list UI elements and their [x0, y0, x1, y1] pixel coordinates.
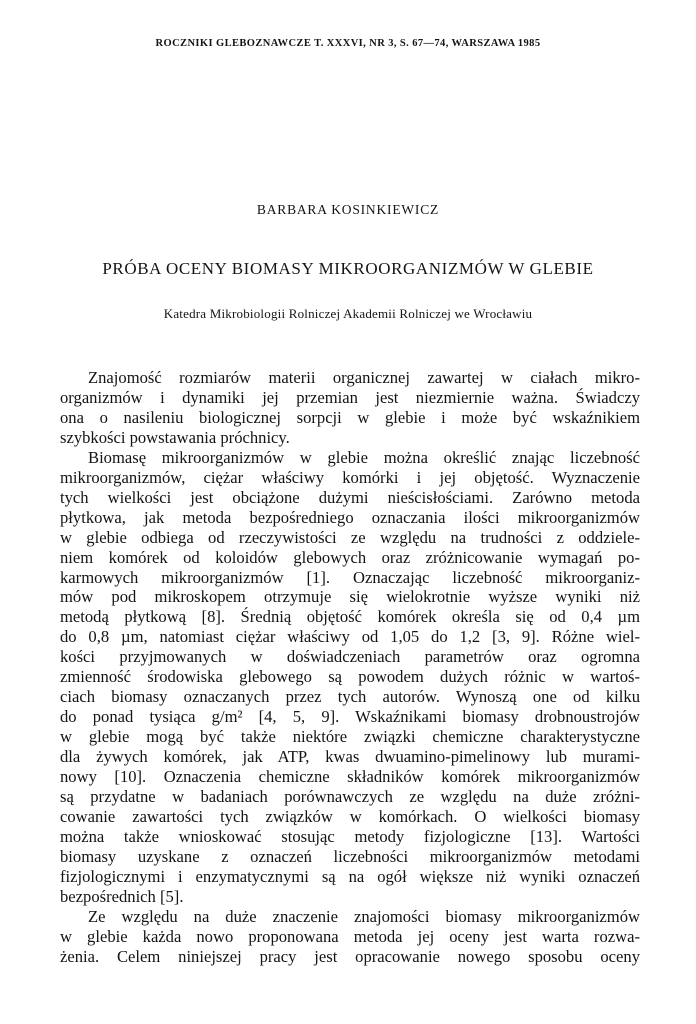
affiliation: Katedra Mikrobiologii Rolniczej Akademii Rolniczej we Wrocławiu	[163, 306, 533, 321]
text-line: żenia. Celem niniejszej pracy jest opracowanie nowego sposobu oceny	[60, 946, 640, 966]
text-line: nowy [10]. Oznaczenia chemiczne składników komórek mikroorganizmów	[60, 767, 640, 787]
text-line: szybkości powstawania próchnicy.	[60, 427, 290, 447]
text-line: w glebie odbiega od rzeczywistości ze względu na trudności z oddziele-	[60, 527, 640, 547]
text-line: są przydatne w badaniach porównawczych ze względu na duże zróżni-	[60, 787, 640, 807]
text-line: kości przyjmowanych w doświadczeniach parametrów oraz ogromna	[60, 647, 640, 667]
author-name: BARBARA KOSINKIEWICZ	[256, 202, 440, 217]
text-line: metodą płytkową [8]. Średnią objętość komórek określa się od 0,4 µm	[60, 607, 640, 627]
running-head: ROCZNIKI GLEBOZNAWCZE T. XXXVI, NR 3, S. 67—74, WARSZAWA 1985	[155, 38, 541, 49]
text-line: zmienność środowiska glebowego są powodem dużych różnic w wartoś-	[60, 667, 640, 687]
paragraph-3	[60, 907, 640, 967]
article-title: PRÓBA OCENY BIOMASY MIKROORGANIZMÓW W GLEBIE	[102, 259, 594, 278]
paragraph-1	[60, 368, 640, 448]
text-line: w glebie każda nowo proponowana metoda jej oceny jest warta rozwa-	[60, 926, 640, 946]
text-line: cowanie zawartości tych związków w komórkach. O wielkości biomasy	[60, 806, 640, 826]
body-text	[60, 368, 640, 967]
text-line: tych wielkości jest obciążone dużymi nieścisłościami. Zarówno metoda	[60, 487, 640, 507]
text-line: niem komórek od koloidów glebowych oraz zróżnicowanie wymagań po-	[60, 547, 640, 567]
text-line: biomasy uzyskane z oznaczeń liczebności mikroorganizmów metodami	[60, 846, 640, 866]
text-line: Biomasę mikroorganizmów w glebie można określić znając liczebność	[88, 447, 640, 467]
text-line: do ponad tysiąca g/m² [4, 5, 9]. Wskaźnikami biomasy drobnoustrojów	[60, 707, 640, 727]
text-line: Ze względu na duże znaczenie znajomości biomasy mikroorganizmów	[88, 906, 640, 926]
text-line: płytkowa, jak metoda bezpośredniego oznaczania ilości mikroorganizmów	[60, 507, 640, 527]
text-line: dla żywych komórek, jak ATP, kwas dwuamino-pimelinowy lub murami-	[60, 747, 640, 767]
text-line: ona o nasileniu biologicznej sorpcji w glebie i może być wskaźnikiem	[60, 407, 640, 427]
text-line: w glebie mogą być także niektóre związki chemiczne charakterystyczne	[60, 727, 640, 747]
text-line: karmowych mikroorganizmów [1]. Oznaczając liczebność mikroorganiz-	[60, 567, 640, 587]
text-line: do 0,8 µm, natomiast ciężar właściwy od 1,05 do 1,2 [3, 9]. Różne wiel-	[60, 627, 640, 647]
text-line: organizmów i dynamiki jej przemian jest niezmiernie ważna. Świadczy	[60, 387, 640, 407]
text-line: fizjologicznymi i enzymatycznymi są na ogół większe niż wyniki oznaczeń	[60, 866, 640, 886]
paragraph-2	[60, 448, 640, 907]
text-line: Znajomość rozmiarów materii organicznej zawartej w ciałach mikro-	[88, 368, 640, 387]
text-line: mów pod mikroskopem otrzymuje się wielokrotnie wyższe wyniki niż	[60, 587, 640, 607]
text-line: bezpośrednich [5].	[60, 886, 184, 906]
text-line: można także wnioskować stosując metody fizjologiczne [13]. Wartości	[60, 826, 640, 846]
text-line: ciach biomasy oznaczanych przez tych autorów. Wynoszą one od kilku	[60, 687, 640, 707]
text-line: mikroorganizmów, ciężar właściwy komórki i jej objętość. Wyznaczenie	[60, 467, 640, 487]
